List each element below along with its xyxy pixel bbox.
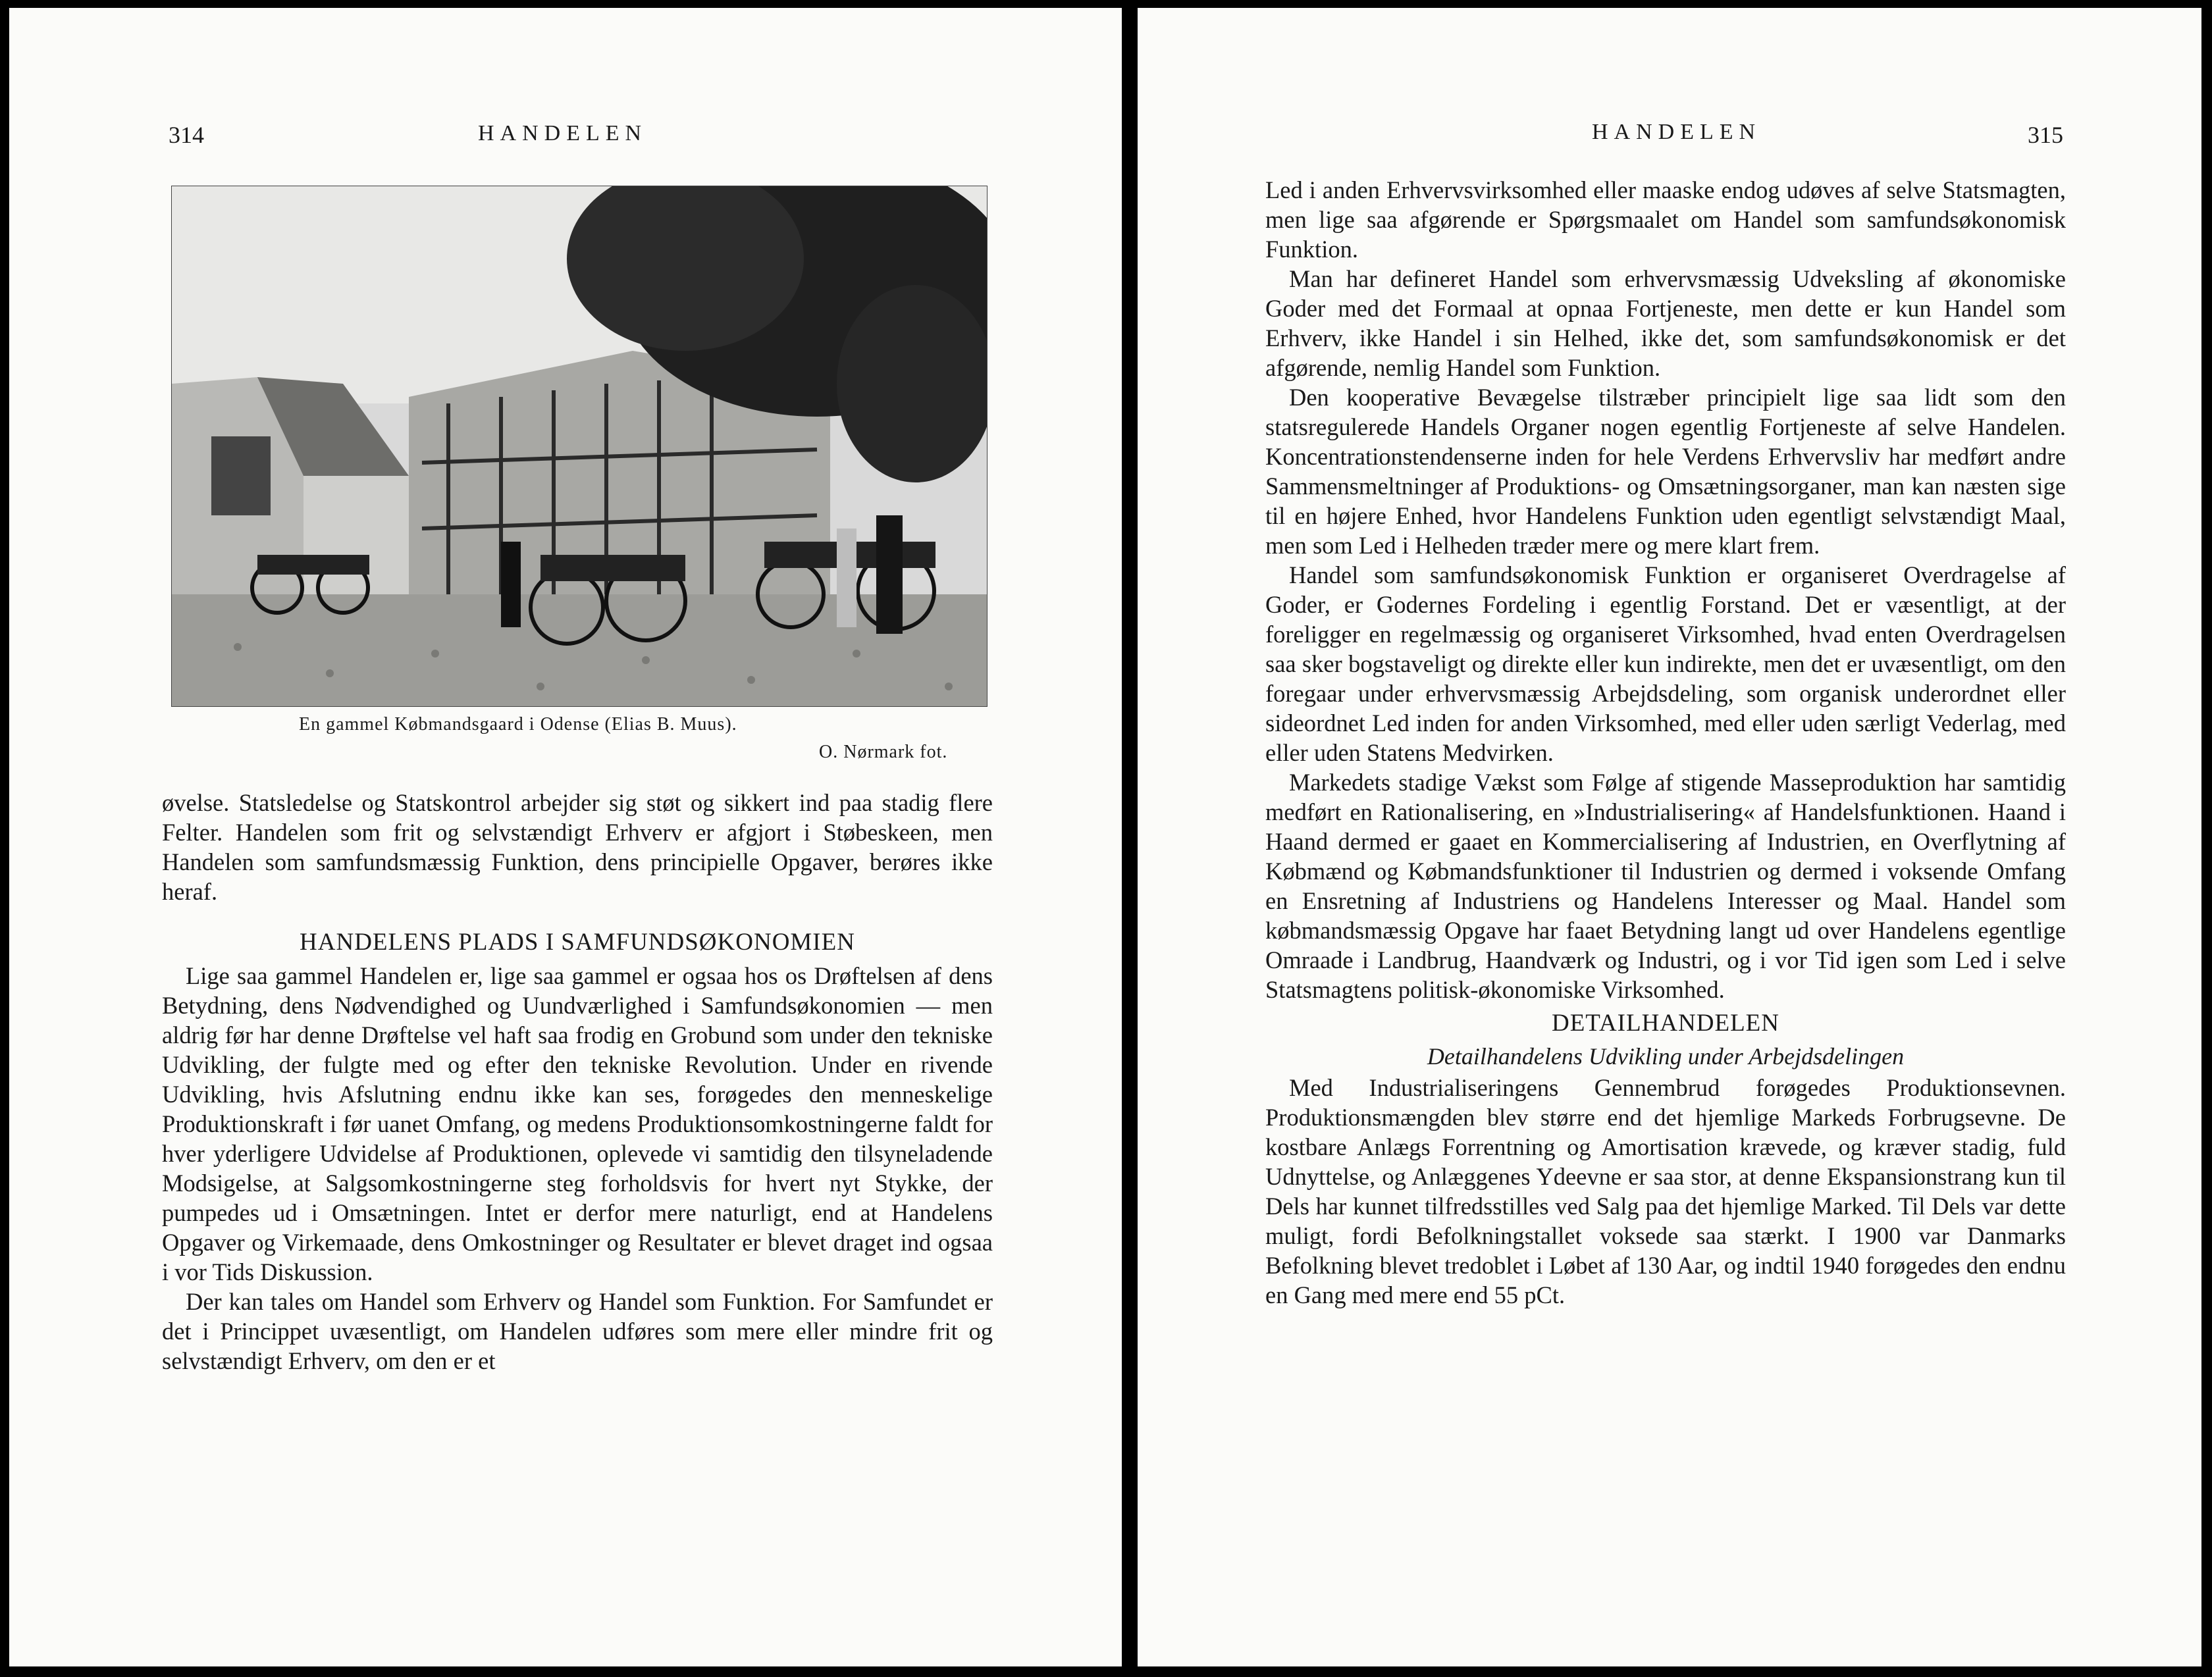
courtyard-photo [171, 186, 988, 707]
left-body-text [162, 788, 993, 1376]
photo-caption: En gammel Købmandsgaard i Odense (Elias B. Muus). [299, 714, 737, 735]
paragraph: Med Industrialiseringens Gennembrud forøgedes Produktionsevnen. Produktionsmængden blev større end det hjemlige Markeds Forbrugsevne. De kostbare Anlægs Forrentning og Amortisation krævede, og kræver stadig, fuld Udnyttelse, og Anlæggenes Ydeevne er saa stor, at denne Ekspansionstrang kun til Dels har kunnet tilfredsstilles ved Salg paa det hjemlige Marked. Til Dels var dette muligt, fordi Befolkningstallet voksede saa stærkt. I 1900 var Danmarks Befolkning blevet tredoblet i Løbet af 130 Aar, og indtil 1940 forøgedes den endnu en Gang med mere end 55 pCt. [1265, 1074, 2066, 1308]
paragraph: Markedets stadige Vækst som Følge af stigende Masseproduktion har samtidig medført en Rationalisering, en »Industrialisering« af Handelsfunktionen. Haand i Haand dermed er gaaet en Kommercialisering af Industrien, en Overflytning af Købmænd og Købmandsfunktioner til Industrien og dermed i voksende Omfang en Ensretning af Industriens og Handelens Interesser og Maal. Handel som købmandsmæssig Opgave har faaet Betydning langt ud over Handelens egentlige Omraade i Landbrug, Haandværk og Industri, og i vor Tid igen som Led i selve Statsmagtens politisk-økonomiske Virksomhed. [1265, 769, 2066, 1003]
photo-credit: O. Nørmark fot. [819, 742, 948, 762]
paragraph: Der kan tales om Handel som Erhverv og Handel som Funktion. For Samfundet er det i Princippet uvæsentligt, om Handelen udføres som mere eller mindre frit og selvstændigt Erhverv, om den er et [162, 1288, 993, 1374]
paragraph: Lige saa gammel Handelen er, lige saa gammel er ogsaa hos os Drøftelsen af dens Betydning, dens Nødvendighed og Uundværlighed i Samfundsøkonomien — men aldrig før har denne Drøftelse vel haft saa frodig en Grobund som under den tekniske Udvikling, der fulgte med og efter den tekniske Revolution. Under en rivende Udvikling, hvis Afslutning endnu ikke kan ses, forøgedes den menneskelige Produktionskraft i før uanet Omfang, og medens Produktionsomkostningerne faldt for hver yderligere Udvidelse af Produktionen, oplevede vi samtidig den tilsyneladende Modsigelse, at Salgsomkostningerne steg forholdsvis for hvert nyt Stykke, der pumpedes ud i Omsætningen. Intet er derfor mere naturligt, end at Handelens Opgaver og Virkemaade, dens Omkostninger og Resultater er blevet draget ind ogsaa i vor Tids Diskussion. [162, 962, 993, 1285]
paragraph: Led i anden Erhvervsvirksomhed eller maaske endog udøves af selve Statsmagten, men lige saa afgørende er Spørgsmaalet om Handel som samfundsøkonomisk Funktion. [1265, 176, 2066, 263]
subsection-heading: Detailhandelens Udvikling under Arbejdsdelingen [1427, 1043, 1905, 1070]
left-page [9, 8, 1122, 1666]
section-heading: DETAILHANDELEN [1551, 1010, 1779, 1037]
section-heading: HANDELENS PLADS I SAMFUNDSØKONOMIEN [300, 929, 855, 956]
paragraph: Handel som samfundsøkonomisk Funktion er organiseret Overdragelse af Goder, er Godernes Fordeling i egentlig Forstand. Det er væsentligt, at der foreligger en regelmæssig og organiseret Virksomhed, hvad enten Overdragelsen saa sker bogstaveligt og direkte eller kun indirekte, men det er uvæsentligt, om den foregaar under erhvervsmæssig Arbejdsdeling, som organisk underordnet eller sideordnet Led inden for anden Virksomhed, med eller uden særligt Vederlag, med eller uden Statens Medvirken. [1265, 561, 2066, 766]
paragraph: Man har defineret Handel som erhvervsmæssig Udveksling af økonomiske Goder med det Formaal at opnaa Fortjeneste, men dette er kun Handel som Erhverv, ikke Handel i sin Helhed, ikke det, som samfundsøkonomisk er det afgørende, nemlig Handel som Funktion. [1265, 265, 2066, 381]
paragraph: øvelse. Statsledelse og Statskontrol arbejder sig støt og sikkert ind paa stadig flere Felter. Handelen som frit og selvstændigt Erhverv er afgjort i Støbeskeen, men Handelen som samfundsmæssig Funktion, dens principielle Opgaver, berøres ikke heraf. [162, 789, 993, 905]
page-number: 314 [169, 122, 204, 148]
page-number: 315 [2028, 122, 2063, 148]
running-head: HANDELEN [1592, 120, 1762, 144]
right-page [1138, 8, 2201, 1666]
right-body-text [1265, 175, 2066, 1310]
running-head: HANDELEN [478, 121, 648, 145]
paragraph: Den kooperative Bevægelse tilstræber principielt lige saa lidt som den statsregulerede Handels Organer nogen egentlig Fortjeneste af selve Handelen. Koncentrationstendenserne inden for hele Verdens Erhvervsliv har medført andre Sammensmeltninger af Produktions- og Omsætningsorganer, man kan næsten sige til en højere Enhed, hvor Handelens Funktion uden egentligt selvstændigt Maal, men som Led i Helheden træder mere og mere klart frem. [1265, 384, 2066, 559]
